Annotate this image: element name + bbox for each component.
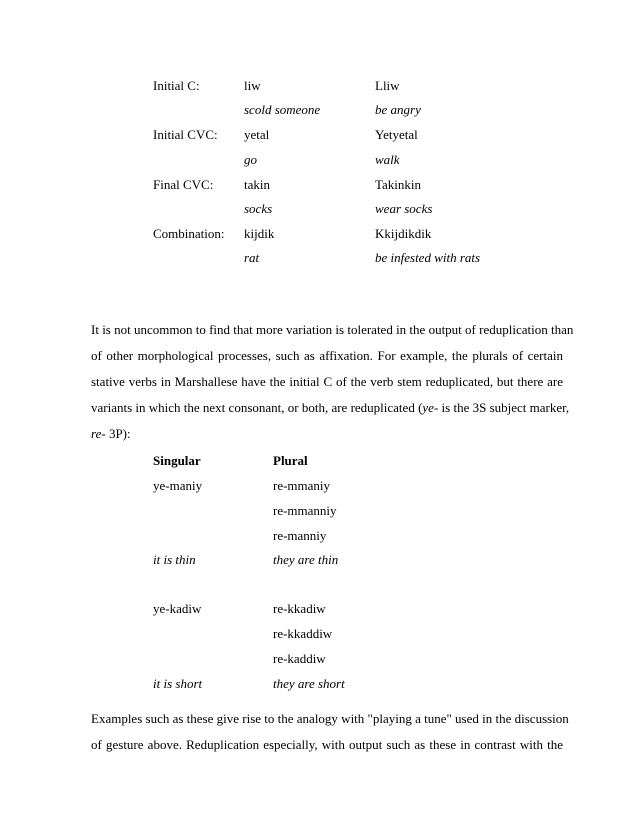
table-cell-form: takin [244, 177, 270, 192]
paragraph-line [91, 421, 563, 447]
plural-gloss: they are thin [273, 552, 339, 567]
singular-gloss: it is thin [153, 552, 196, 567]
table-cell-reduplicated-gloss: wear socks [375, 201, 433, 216]
table-cell-reduplicated-gloss: walk [375, 152, 400, 167]
singular-gloss: it is short [153, 676, 203, 691]
table-cell-reduplicated-gloss: be infested with rats [375, 250, 481, 265]
table-cell-form: liw [244, 78, 261, 93]
table-cell-gloss: scold someone [244, 102, 321, 117]
table-cell-reduplicated-gloss: be angry [375, 102, 421, 117]
table-cell-form: kijdik [244, 226, 275, 241]
paragraph-line: It is not uncommon to find that more variation is tolerated in the output of reduplication than [91, 322, 574, 337]
paragraph-line [91, 395, 570, 421]
body-paragraph [91, 706, 569, 758]
body-paragraph [91, 317, 574, 447]
plural-form: re-kaddiw [273, 651, 326, 666]
text-run: is the 3S subject marker, [438, 400, 570, 415]
column-header-singular: Singular [153, 453, 201, 468]
table-cell-reduplicated: Yetyetal [375, 127, 418, 142]
text-run: 3P): [105, 426, 131, 441]
plural-form: re-mmaniy [273, 478, 331, 493]
paragraph-line: of other morphological processes, such as affixation. For example, the plurals of certain [91, 348, 563, 363]
table-cell-reduplicated: Lliw [375, 78, 400, 93]
text-run-italic: re- [91, 426, 106, 441]
table-row-label: Initial CVC: [153, 127, 218, 142]
plural-form: re-mmanniy [273, 503, 337, 518]
table-row-label: Initial C: [153, 78, 200, 93]
paragraph-line: of gesture above. Reduplication especially, with output such as these in contrast with the [91, 737, 563, 752]
paragraph-line: stative verbs in Marshallese have the initial C of the verb stem reduplicated, but there are [91, 374, 563, 389]
singular-form: ye-kadiw [153, 601, 202, 616]
paragraph-line: Examples such as these give rise to the analogy with "playing a tune" used in the discussion [91, 711, 569, 726]
table-cell-reduplicated: Takinkin [375, 177, 422, 192]
table-cell-gloss: rat [244, 250, 260, 265]
text-run-italic: ye- [422, 400, 439, 415]
plural-form: re-kkadiw [273, 601, 326, 616]
plural-form: re-kkaddiw [273, 626, 333, 641]
text-run: variants in which the next consonant, or both, are reduplicated ( [91, 400, 423, 415]
table-row-label: Combination: [153, 226, 225, 241]
table-cell-gloss: go [244, 152, 257, 167]
plural-gloss: they are short [273, 676, 345, 691]
plural-form: re-manniy [273, 528, 327, 543]
table-cell-gloss: socks [244, 201, 273, 216]
column-header-plural: Plural [273, 453, 308, 468]
singular-form: ye-maniy [153, 478, 203, 493]
table-row-label: Final CVC: [153, 177, 214, 192]
table-cell-form: yetal [244, 127, 270, 142]
table-cell-reduplicated: Kkijdikdik [375, 226, 432, 241]
